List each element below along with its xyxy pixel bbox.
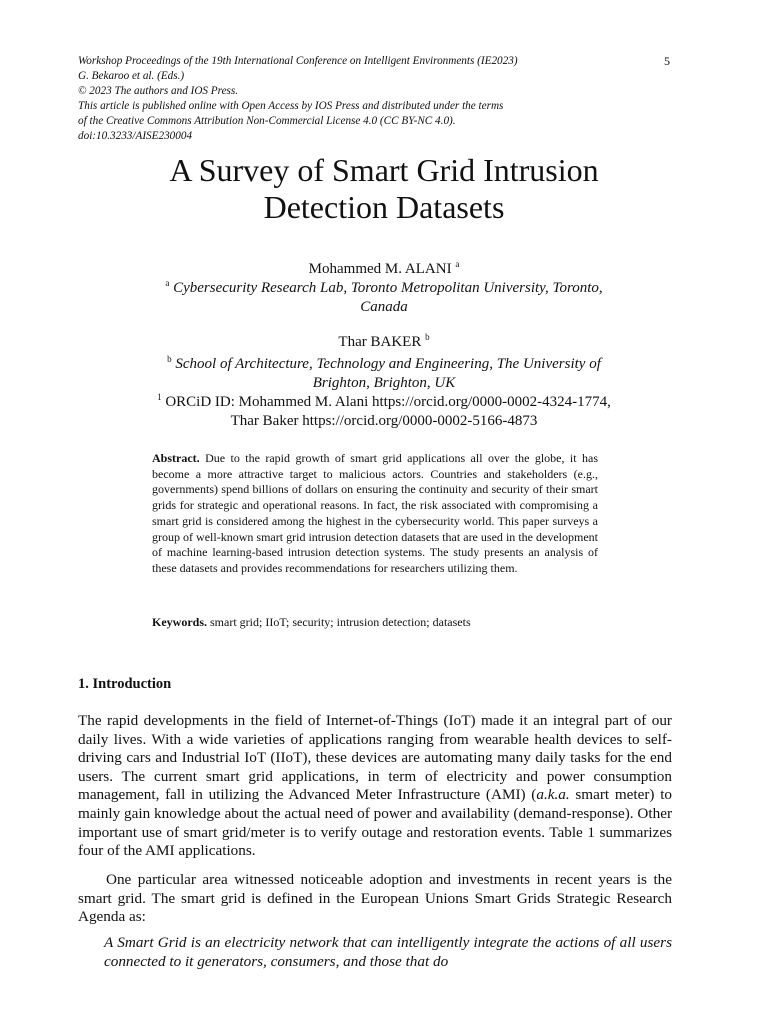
paragraph: One particular area witnessed noticeable adoption and investments in recent years is the smart grid. The smart grid is defined in the European Unions Smart Grids Strategic Research Agenda as: <box>78 871 672 926</box>
title-line: Detection Datasets <box>263 189 505 225</box>
page-number: 5 <box>664 54 670 68</box>
aka-emphasis: a.k.a. <box>536 786 570 804</box>
header-line: G. Bekaroo et al. (Eds.) <box>78 70 185 82</box>
author-name: Thar BAKER $^b$ <box>338 332 430 350</box>
affiliation-cont: Canada <box>360 299 408 315</box>
author-name: Mohammed M. ALANI $^a$ <box>308 259 460 277</box>
paragraph: The rapid developments in the field of Internet-of-Things (IoT) made it an integral part of our daily lives. With a wide varieties of applications ranging from wearable health devices to self-driving cars and Industrial IoT (IIoT), these devices are automating many daily tasks for the end users. The current smart grid applications, in term of electricity and power consumption management, fall in utilizing the Advanced Meter Infrastructure (AMI) (a.k.a. smart meter) to mainly gain knowledge about the actual need of power and availability (demand-response). Other important use of smart grid/meter is to verify outage and restoration events. Table 1 summarizes four of the AMI applications. <box>78 712 673 860</box>
affiliation: $^b$ School of Architecture, Technology and Engineering, The University of <box>167 354 601 372</box>
title-line: A Survey of Smart Grid Intrusion <box>169 152 599 188</box>
keywords-text: smart grid; IIoT; security; intrusion detection; datasets <box>210 615 471 629</box>
affiliation: $^a$ Cybersecurity Research Lab, Toronto Metropolitan University, Toronto, <box>165 278 603 296</box>
header-line: This article is published online with Open Access by IOS Press and distributed under the terms <box>78 100 504 112</box>
orcid-line: $^1$ ORCiD ID: Mohammed M. Alani https://orcid.org/0000-0002-4324-1774, <box>157 392 611 410</box>
section-heading: 1. Introduction <box>78 676 172 692</box>
keywords <box>152 615 598 630</box>
author-block-1 <box>0 260 768 317</box>
publication-header <box>78 54 678 144</box>
paper-title <box>0 152 768 226</box>
block-quote: A Smart Grid is an electricity network that can intelligently integrate the actions of all users connected to it generators, consumers, and those that do <box>104 934 672 970</box>
header-line: © 2023 The authors and IOS Press. <box>78 85 239 97</box>
keywords-label: Keywords. <box>152 615 207 629</box>
affiliation-cont: Brighton, Brighton, UK <box>312 375 456 391</box>
orcid-line-cont: Thar Baker https://orcid.org/0000-0002-5166-4873 <box>230 413 538 429</box>
abstract-text: Due to the rapid growth of smart grid applications all over the globe, it has become a more attractive target to malicious actors. Countries and stakeholders (e.g., governments) spend billions of dollars on ensuring the continuity and security of their smart grids for strategic and operational reasons. In fact, the risk associated with compromising a smart grid is considered among the highest in the cybersecurity world. This paper surveys a group of well-known smart grid intrusion detection datasets that are used in the development of machine learning-based intrusion detection systems. The study presents an analysis of these datasets and provides recommendations for researchers utilizing them. <box>152 451 598 575</box>
doi-line: doi:10.3233/AISE230004 <box>78 130 193 142</box>
header-line: Workshop Proceedings of the 19th International Conference on Intelligent Environments (IE2023) <box>78 55 518 67</box>
abstract <box>152 451 598 577</box>
header-line: of the Creative Commons Attribution Non-Commercial License 4.0 (CC BY-NC 4.0). <box>78 115 456 127</box>
author-block-2 <box>0 333 768 431</box>
abstract-label: Abstract. <box>152 451 200 465</box>
